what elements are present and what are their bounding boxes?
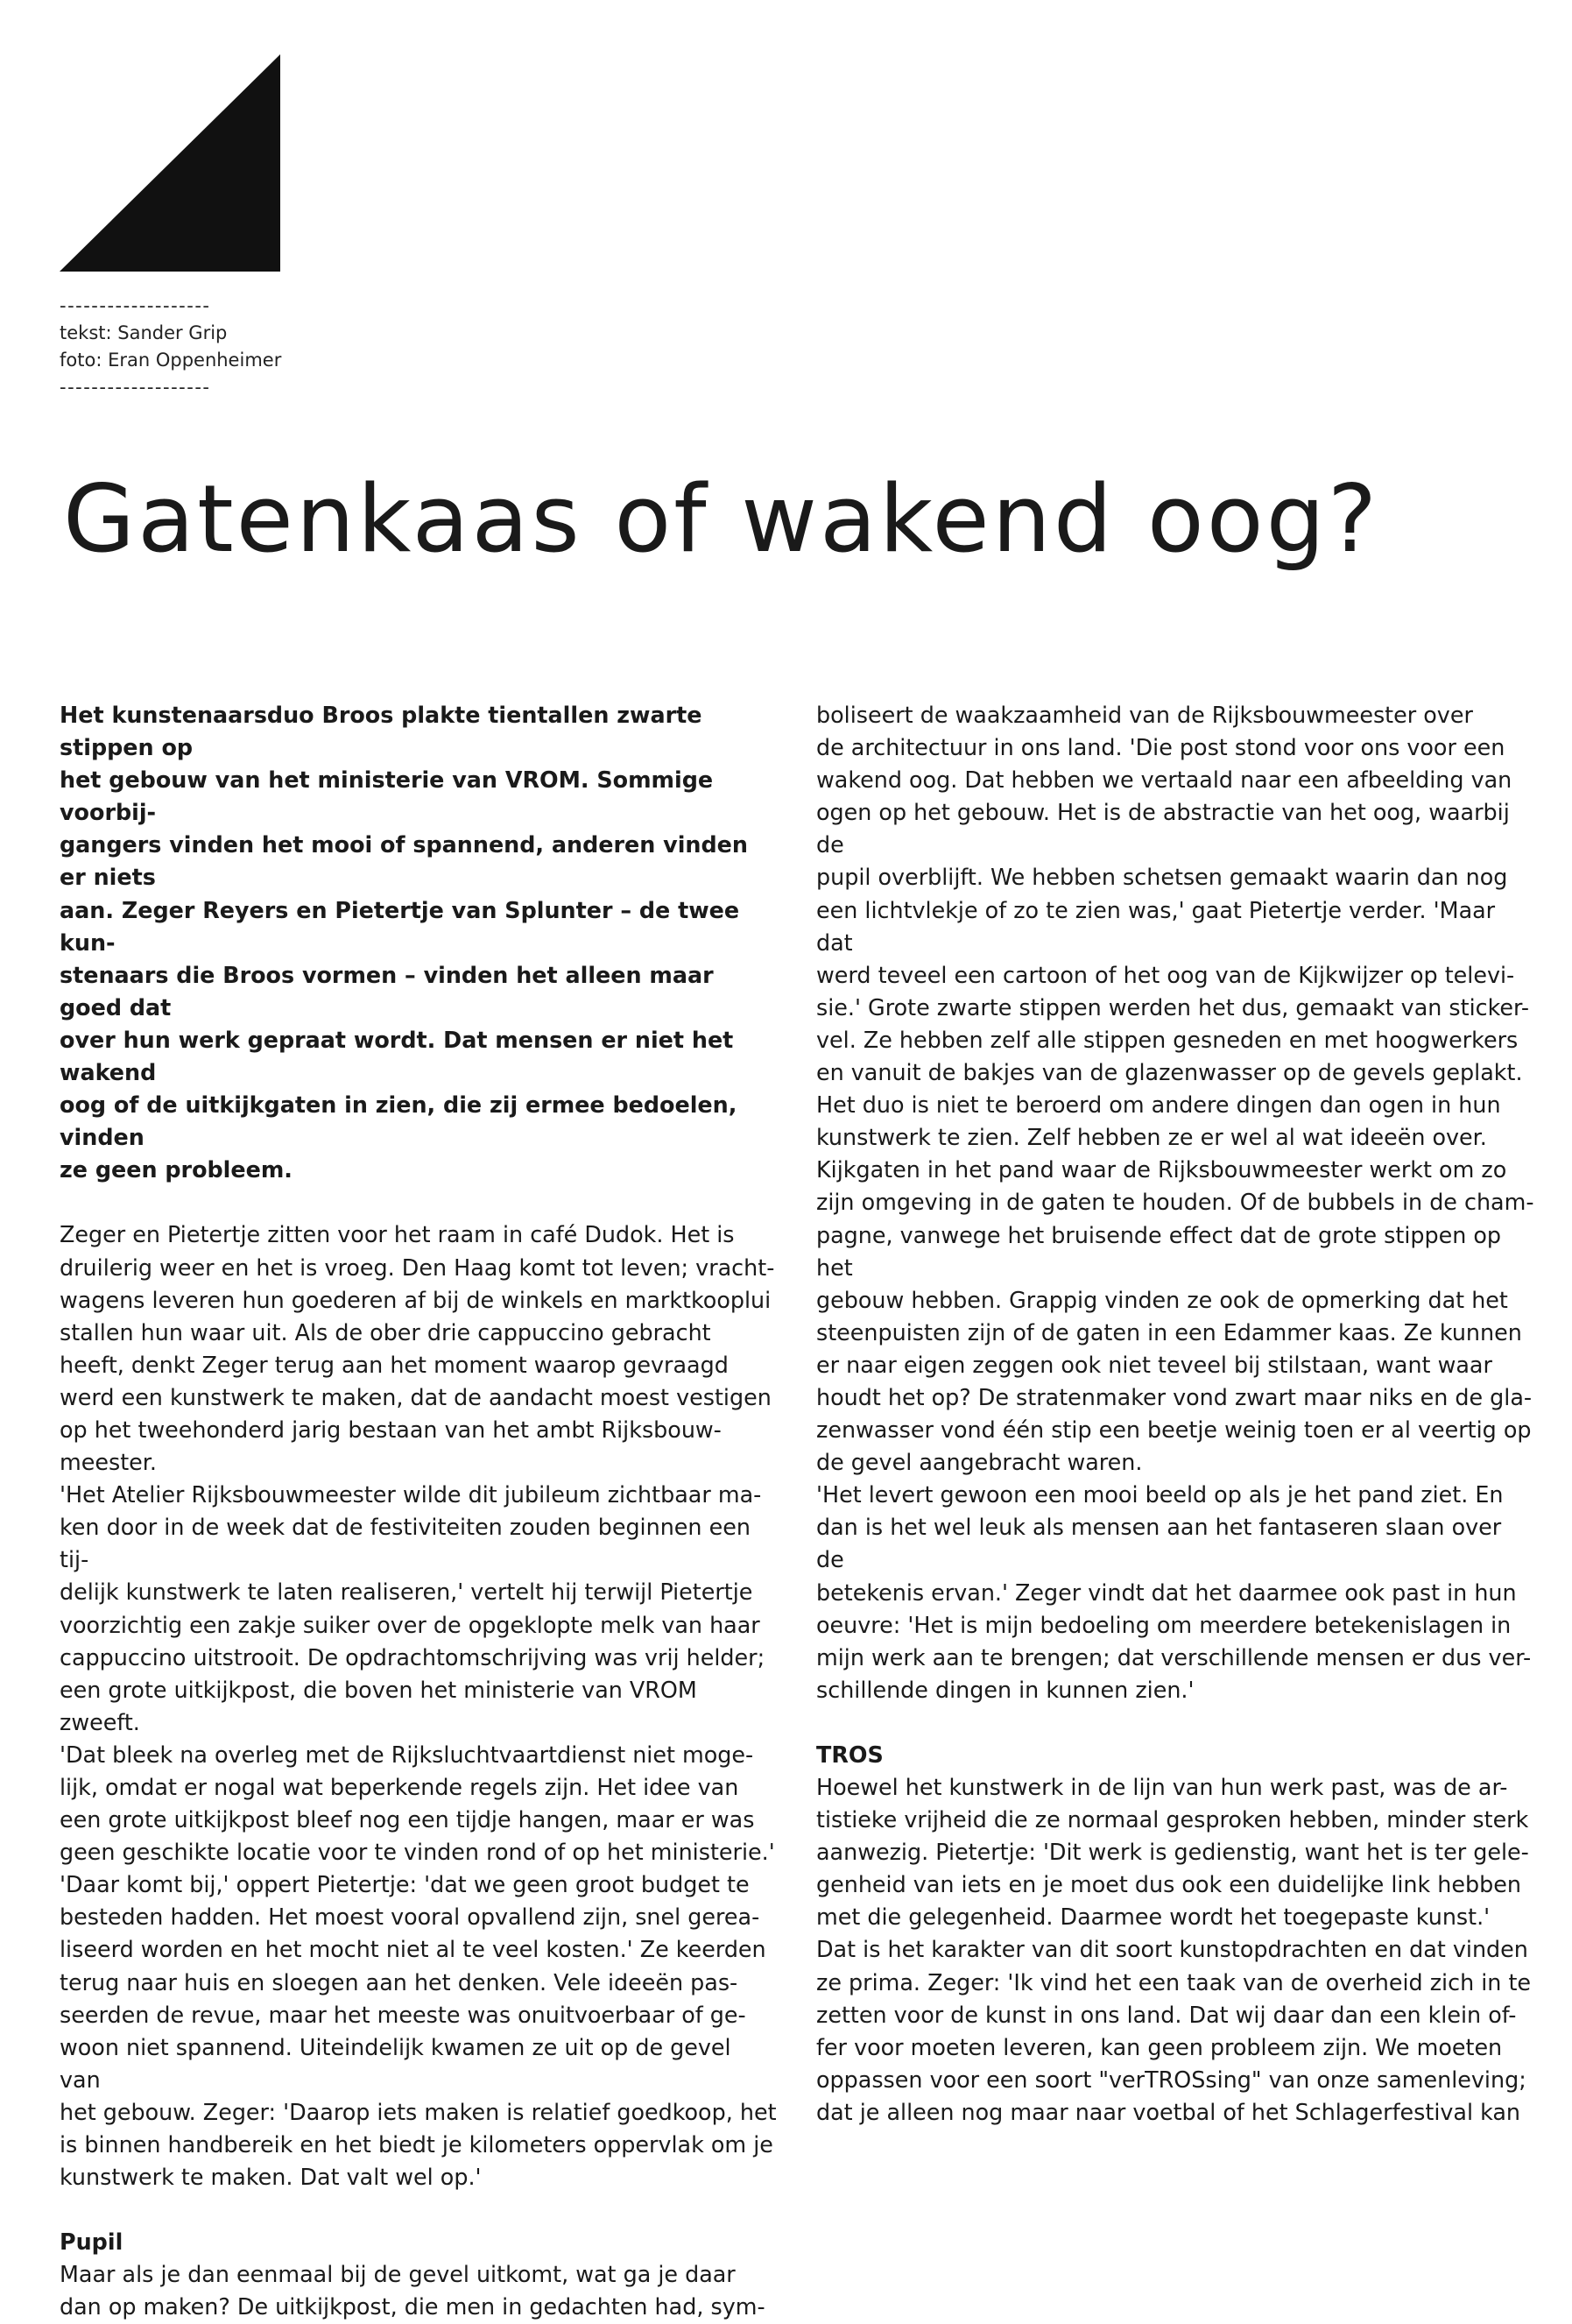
right-body-text-line: een lichtvlekje of zo te zien was,' gaat Pietertje verder. 'Maar dat <box>816 896 1496 956</box>
credits-block <box>60 293 281 401</box>
subheading-pupil: Pupil <box>60 2229 123 2256</box>
left-body-text-line: seerden de revue, maar het meeste was onuitvoerbaar of ge- <box>60 2001 746 2028</box>
article-title: Gatenkaas of wakend oog? <box>63 465 1380 573</box>
lead-text-line: oog of de uitkijkgaten in zien, die zij ermee bedoelen, vinden <box>60 1091 737 1151</box>
left-body-text-line: heeft, denkt Zeger terug aan het moment waarop gevraagd <box>60 1351 729 1378</box>
left-body-text-line: druilerig weer en het is vroeg. Den Haag komt tot leven; vracht- <box>60 1254 775 1281</box>
tros-text-line: fer voor moeten leveren, kan geen probleem zijn. We moeten <box>816 2033 1503 2060</box>
left-body-text-line: cappuccino uitstrooit. De opdrachtomschrijving was vrij helder; <box>60 1643 765 1671</box>
credits-divider-bottom: ------------------- <box>60 377 211 398</box>
subheading-tros: TROS <box>816 1741 884 1768</box>
left-body-text-line: kunstwerk te maken. Dat valt wel op.' <box>60 2164 482 2191</box>
lead-paragraph <box>60 699 778 1186</box>
left-body-text-line: voorzichtig een zakje suiker over de opgeklopte melk van haar <box>60 1611 760 1638</box>
right-body-text-line: kunstwerk te zien. Zelf hebben ze er wel al wat ideeën over. <box>816 1124 1487 1151</box>
left-body-text-line: is binnen handbereik en het biedt je kilometers oppervlak om je <box>60 2131 773 2158</box>
tros-text-line: tistieke vrijheid die ze normaal gesproken hebben, minder sterk <box>816 1806 1529 1833</box>
right-body-text-line: er naar eigen zeggen ook niet teveel bij stilstaan, want waar <box>816 1351 1492 1378</box>
lead-text-line: Het kunstenaarsduo Broos plakte tientallen zwarte stippen op <box>60 702 702 761</box>
right-body-text-line: zijn omgeving in de gaten te houden. Of de bubbels in de cham- <box>816 1189 1534 1216</box>
right-body-text-line: mijn werk aan te brengen; dat verschillende mensen er dus ver- <box>816 1643 1532 1671</box>
left-body-text-line: terug naar huis en sloegen aan het denken. Vele ideeën pas- <box>60 1968 738 1996</box>
right-body-text-line: ogen op het gebouw. Het is de abstractie van het oog, waarbij de <box>816 799 1510 858</box>
left-body-text-line: 'Dat bleek na overleg met de Rijksluchtvaartdienst niet moge- <box>60 1741 754 1768</box>
left-body-text-line: wagens leveren hun goederen af bij de winkels en marktkooplui <box>60 1286 772 1313</box>
body-text-tros <box>816 1771 1534 2129</box>
tros-text-line: ze prima. Zeger: 'Ik vind het een taak van de overheid zich in te <box>816 1968 1532 1996</box>
right-body-text-line: de gevel aangebracht waren. <box>816 1449 1143 1476</box>
author-credit: tekst: Sander Grip <box>60 322 228 343</box>
right-body-text-line: de architectuur in ons land. 'Die post stond voor ons voor een <box>816 734 1505 761</box>
tros-text-line: genheid van iets en je moet dus ook een duidelijke link hebben <box>816 1871 1521 1898</box>
left-body-text-line: het gebouw. Zeger: 'Daarop iets maken is relatief goedkoop, het <box>60 2098 777 2125</box>
left-body-text-line: besteden hadden. Het moest vooral opvallend zijn, snel gerea- <box>60 1904 760 1931</box>
right-body-text-line: werd teveel een cartoon of het oog van de Kijkwijzer op televi- <box>816 961 1515 988</box>
right-body-text-line: vel. Ze hebben zelf alle stippen gesneden en met hoogwerkers <box>816 1026 1519 1053</box>
left-body-text-line: Zeger en Pietertje zitten voor het raam in café Dudok. Het is <box>60 1221 735 1248</box>
right-body-text-line: 'Het levert gewoon een mooi beeld op als je het pand ziet. En <box>816 1481 1504 1508</box>
left-body-text-line: 'Het Atelier Rijksbouwmeester wilde dit jubileum zichtbaar ma- <box>60 1481 762 1508</box>
lead-text-line: over hun werk gepraat wordt. Dat mensen er niet het wakend <box>60 1026 734 1086</box>
left-body-text-line: woon niet spannend. Uiteindelijk kwamen ze uit op de gevel van <box>60 2033 731 2093</box>
right-body-text-line: zenwasser vond één stip een beetje weinig toen er al veertig op <box>816 1416 1532 1444</box>
right-body-text-line: pupil overblijft. We hebben schetsen gemaakt waarin dan nog <box>816 864 1508 891</box>
right-body-text-line: en vanuit de bakjes van de glazenwasser op de gevels geplakt. <box>816 1059 1523 1086</box>
lead-text-line: gangers vinden het mooi of spannend, anderen vinden er niets <box>60 831 748 891</box>
photo-credit: foto: Eran Oppenheimer <box>60 350 282 371</box>
body-text-pupil <box>60 2258 778 2323</box>
right-body-text-line: wakend oog. Dat hebben we vertaald naar een afbeelding van <box>816 766 1512 794</box>
tros-text-line: zetten voor de kunst in ons land. Dat wij daar dan een klein of- <box>816 2001 1517 2028</box>
black-triangle-graphic <box>60 54 280 272</box>
right-body-text-line: steenpuisten zijn of de gaten in een Edammer kaas. Ze kunnen <box>816 1318 1522 1346</box>
left-body-text-line: liseerd worden en het mocht niet al te veel kosten.' Ze keerden <box>60 1936 766 1963</box>
tros-text-line: dat je alleen nog maar naar voetbal of het Schlagerfestival kan <box>816 2098 1521 2125</box>
left-body-text-line: een grote uitkijkpost, die boven het ministerie van VROM zweeft. <box>60 1676 697 1735</box>
right-body-text-line: Kijkgaten in het pand waar de Rijksbouwmeester werkt om zo <box>816 1156 1507 1183</box>
left-body-text-line: 'Daar komt bij,' oppert Pietertje: 'dat we geen groot budget te <box>60 1871 750 1898</box>
right-body-text-line: Het duo is niet te beroerd om andere dingen dan ogen in hun <box>816 1091 1501 1119</box>
left-body-text-line: ken door in de week dat de festiviteiten zouden beginnen een tij- <box>60 1514 751 1573</box>
right-body-text-line: gebouw hebben. Grappig vinden ze ook de opmerking dat het <box>816 1286 1508 1313</box>
body-text-right <box>816 699 1534 1706</box>
tros-text-line: oppassen voor een soort "verTROSsing" van onze samenleving; <box>816 2066 1526 2093</box>
lead-text-line: aan. Zeger Reyers en Pietertje van Splunter – de twee kun- <box>60 896 740 956</box>
lead-text-line: ze geen probleem. <box>60 1156 293 1183</box>
left-body-text-line: meester. <box>60 1449 157 1476</box>
pupil-text-line: Maar als je dan eenmaal bij de gevel uitkomt, wat ga je daar <box>60 2261 736 2288</box>
left-body-text-line: delijk kunstwerk te laten realiseren,' vertelt hij terwijl Pietertje <box>60 1579 753 1606</box>
right-body-text-line: oeuvre: 'Het is mijn bedoeling om meerdere betekenislagen in <box>816 1611 1512 1638</box>
body-text-left <box>60 1219 778 2193</box>
tros-text-line: Dat is het karakter van dit soort kunstopdrachten en dat vinden <box>816 1936 1528 1963</box>
right-column <box>816 699 1534 2129</box>
lead-text-line: stenaars die Broos vormen – vinden het alleen maar goed dat <box>60 961 714 1021</box>
pupil-text-line: dan op maken? De uitkijkpost, die men in gedachten had, sym- <box>60 2293 765 2320</box>
tros-text-line: Hoewel het kunstwerk in de lijn van hun werk past, was de ar- <box>816 1774 1508 1800</box>
left-body-text-line: geen geschikte locatie voor te vinden rond of op het ministerie.' <box>60 1839 775 1866</box>
right-body-text-line: dan is het wel leuk als mensen aan het fantaseren slaan over de <box>816 1514 1502 1573</box>
left-column <box>60 699 778 2324</box>
left-body-text-line: stallen hun waar uit. Als de ober drie cappuccino gebracht <box>60 1318 711 1346</box>
right-body-text-line: boliseert de waakzaamheid van de Rijksbouwmeester over <box>816 702 1473 728</box>
left-body-text-line: een grote uitkijkpost bleef nog een tijdje hangen, maar er was <box>60 1806 755 1833</box>
right-body-text-line: houdt het op? De stratenmaker vond zwart maar niks en de gla- <box>816 1383 1533 1410</box>
left-body-text-line: werd een kunstwerk te maken, dat de aandacht moest vestigen <box>60 1383 772 1410</box>
right-body-text-line: schillende dingen in kunnen zien.' <box>816 1676 1195 1703</box>
tros-text-line: aanwezig. Pietertje: 'Dit werk is gedienstig, want het is ter gele- <box>816 1839 1529 1866</box>
right-body-text-line: sie.' Grote zwarte stippen werden het dus, gemaakt van sticker- <box>816 993 1530 1021</box>
tros-text-line: met die gelegenheid. Daarmee wordt het toegepaste kunst.' <box>816 1904 1491 1931</box>
left-body-text-line: op het tweehonderd jarig bestaan van het ambt Rijksbouw- <box>60 1416 722 1443</box>
lead-text-line: het gebouw van het ministerie van VROM. Sommige voorbij- <box>60 766 714 826</box>
credits-divider-top: ------------------- <box>60 295 211 316</box>
left-body-text-line: lijk, omdat er nogal wat beperkende regels zijn. Het idee van <box>60 1774 739 1800</box>
right-body-text-line: betekenis ervan.' Zeger vindt dat het daarmee ook past in hun <box>816 1579 1517 1606</box>
right-body-text-line: pagne, vanwege het bruisende effect dat de grote stippen op het <box>816 1221 1502 1281</box>
